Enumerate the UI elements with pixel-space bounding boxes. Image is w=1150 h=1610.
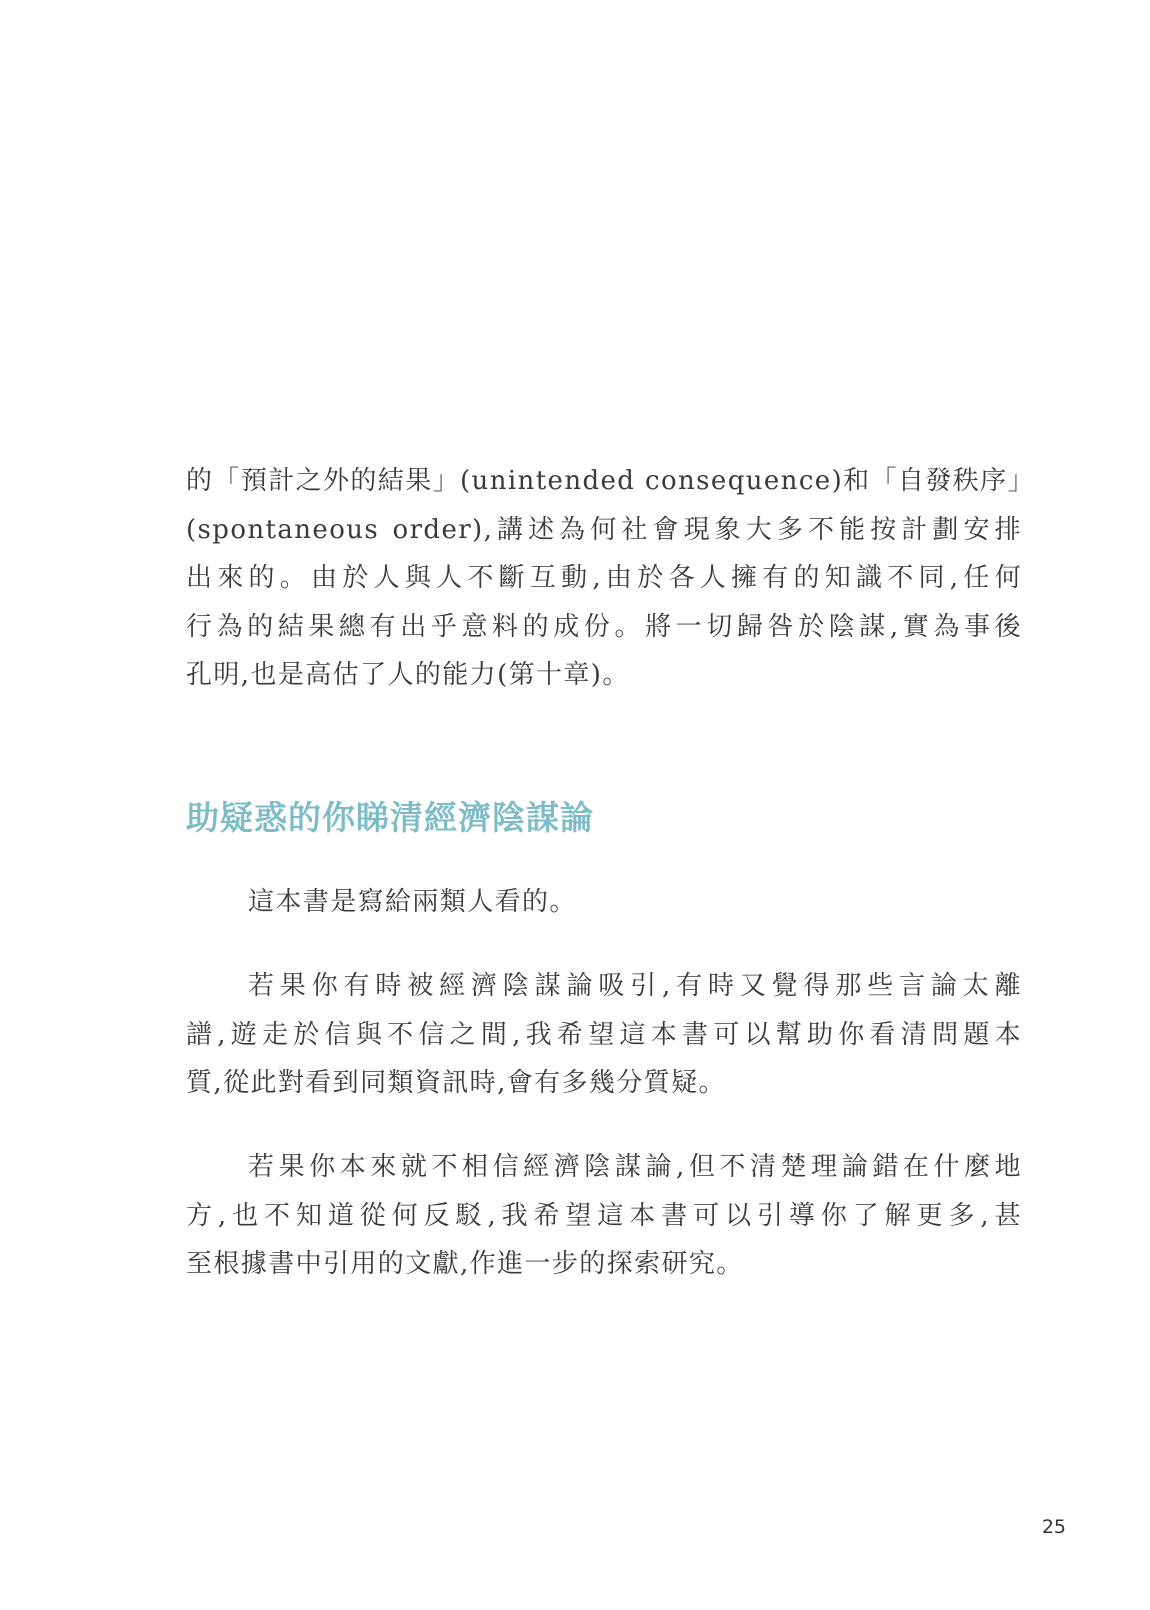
paragraph-line: 譜,遊走於信與不信之間,我希望這本書可以幫助你看清問題本 (186, 1019, 1022, 1050)
paragraph-line: 方,也不知道從何反駁,我希望這本書可以引導你了解更多,甚 (186, 1200, 1022, 1231)
paragraph-line: 行為的結果總有出乎意料的成份。將一切歸咎於陰謀,實為事後 (186, 611, 1022, 642)
paragraph-line: 質,從此對看到同類資訊時,會有多幾分質疑。 (186, 1068, 726, 1098)
paragraph-line: 的「預計之外的結果」(unintended consequence)和「自發秩序」 (186, 466, 1035, 496)
paragraph-line: 若果你有時被經濟陰謀論吸引,有時又覺得那些言論太離 (248, 971, 1022, 1001)
paragraph-line: 這本書是寫給兩類人看的。 (248, 887, 577, 917)
paragraph-line: 出來的。由於人與人不斷互動,由於各人擁有的知識不同,任何 (186, 563, 1022, 593)
body-paragraph-2 (186, 878, 1022, 927)
section-heading: 助疑惑的你睇清經濟陰謀論 (186, 798, 594, 837)
page-number: 25 (1041, 1516, 1066, 1538)
paragraph-line: (spontaneous order),講述為何社會現象大多不能按計劃安排 (186, 514, 1022, 545)
body-paragraph-1 (186, 457, 1035, 700)
paragraph-line: 孔明,也是高估了人的能力(第十章)。 (186, 660, 630, 690)
paragraph-line: 至根據書中引用的文獻,作進一步的探索研究。 (186, 1249, 744, 1279)
body-paragraph-3 (186, 962, 1022, 1108)
body-paragraph-4 (186, 1143, 1022, 1289)
paragraph-line: 若果你本來就不相信經濟陰謀論,但不清楚理論錯在什麼地 (248, 1152, 1022, 1182)
